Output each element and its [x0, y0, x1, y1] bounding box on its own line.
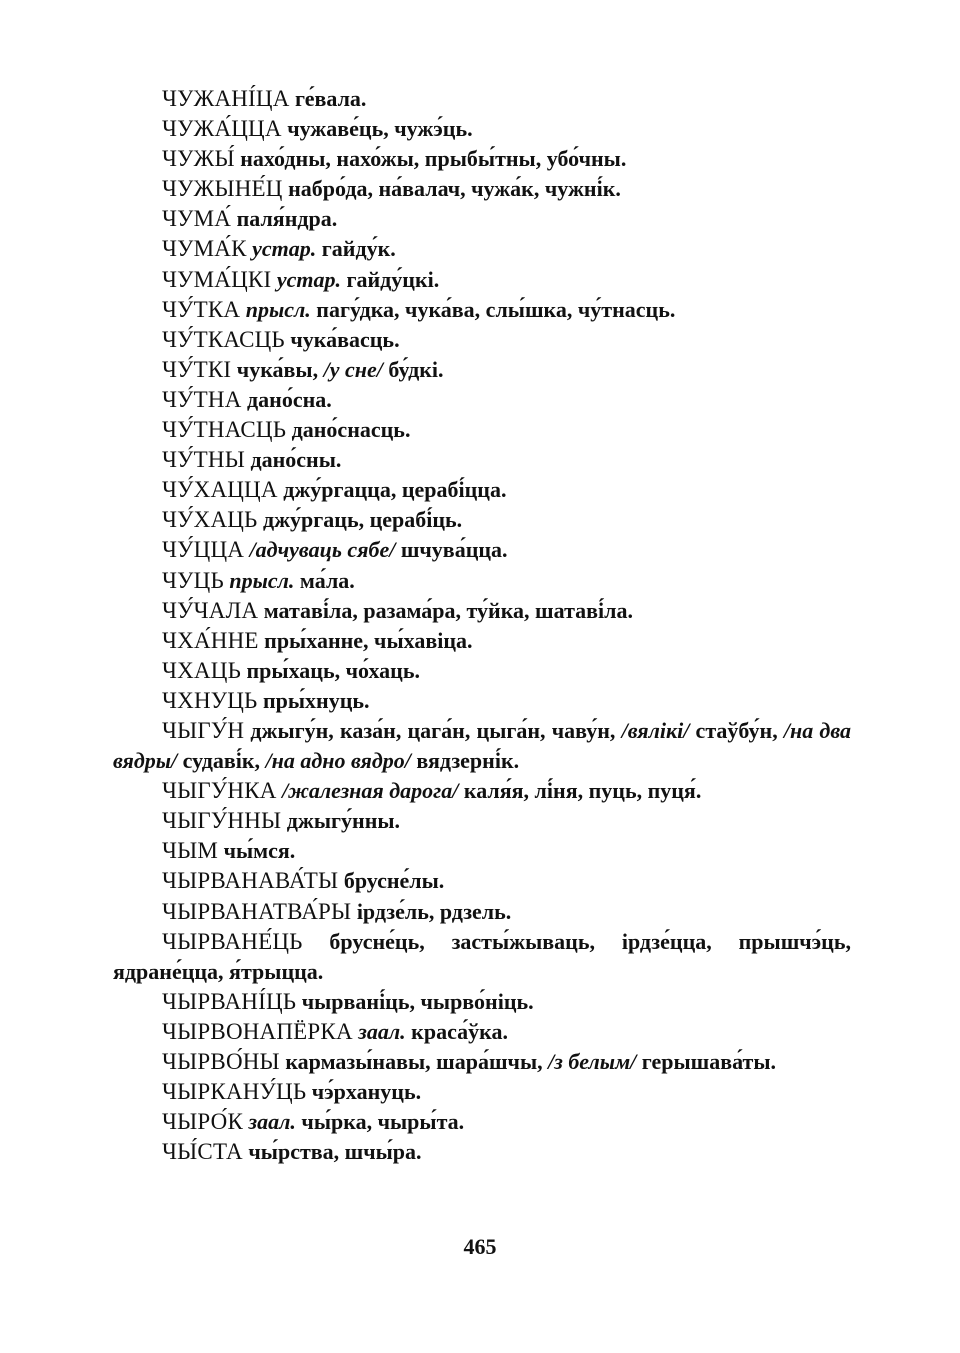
usage-note: /адчуваць сябе/: [249, 537, 396, 563]
synonyms-text: ірдзе́ль, рдзель.: [351, 898, 512, 924]
dictionary-entry: [113, 415, 851, 445]
synonyms-text: чы́мся.: [218, 838, 296, 864]
page-number: 465: [463, 1234, 497, 1259]
dictionary-entry: [113, 84, 851, 114]
synonyms-text: дано́сны.: [244, 447, 342, 473]
dictionary-entry: [113, 445, 851, 475]
synonyms-text: нахо́дны, нахо́жы, прыбы́тны, убо́чны.: [234, 146, 627, 172]
synonyms-text: джу́ргаць, церабі́ць.: [257, 507, 463, 533]
synonyms-text: герышава́ты.: [636, 1049, 777, 1074]
headword: ЧУЖЫНЕ́Ц: [162, 176, 283, 202]
headword: ЧУ́ЦЦА: [162, 537, 245, 563]
usage-note: /з белым/: [548, 1049, 637, 1074]
synonyms-text: брусне́ць, засты́жываць, ірдзе́цца, прышчэ́ць, ядране́цца, я́трыцца.: [113, 928, 851, 984]
synonyms-text: чы́рка, чыры́та.: [295, 1109, 465, 1135]
synonyms-text: каля́я, лі́ня, пуць, пуця́.: [458, 778, 702, 804]
dictionary-entry: [113, 505, 851, 535]
dictionary-entry: [113, 325, 851, 355]
usage-note: заал.: [358, 1018, 406, 1044]
headword: ЧЫГУ́НКА: [162, 778, 277, 804]
headword: ЧУ́ТНАСЦЬ: [162, 417, 287, 443]
synonyms-text: гайду́цкі.: [340, 266, 440, 292]
headword: ЧЫ́СТА: [162, 1139, 243, 1165]
usage-note: прысл.: [229, 567, 295, 593]
dictionary-entry: [113, 1077, 851, 1107]
dictionary-entry: [113, 897, 851, 927]
dictionary-entry: [113, 987, 851, 1017]
headword: ЧУМА́: [162, 206, 232, 232]
synonyms-text: набро́да, на́валач, чужа́к, чужні́к.: [282, 176, 621, 202]
dictionary-entry: [113, 866, 851, 896]
headword: ЧУ́ТКАСЦЬ: [162, 326, 285, 352]
dictionary-entry: [113, 656, 851, 686]
headword: ЧЫРВАНАТВА́РЫ: [162, 898, 352, 924]
headword: ЧУЦЬ: [162, 567, 224, 593]
headword: ЧЫМ: [162, 838, 219, 864]
synonyms-text: ге́вала.: [289, 86, 367, 111]
headword: ЧЫРКАНУ́ЦЬ: [162, 1079, 307, 1105]
dictionary-entry: [113, 144, 851, 174]
synonyms-text: кармазы́навы, шара́шчы,: [279, 1049, 549, 1074]
headword: ЧЫРВАНАВА́ТЫ: [162, 868, 339, 894]
headword: ЧУМА́ЦКІ: [162, 266, 272, 292]
dictionary-entry: [113, 385, 851, 415]
dictionary-entry: [113, 265, 851, 295]
synonyms-text: чука́вы,: [231, 356, 324, 382]
headword: ЧХНУЦЬ: [162, 687, 258, 713]
synonyms-text: паля́ндра.: [231, 206, 338, 232]
dictionary-entry: [113, 114, 851, 144]
dictionary-entry: [113, 626, 851, 656]
dictionary-entry: [113, 1107, 851, 1137]
synonyms-text: бу́дкі.: [382, 356, 444, 382]
synonyms-text: вядзерні́к.: [410, 748, 520, 774]
headword: ЧЫРВАНІ́ЦЬ: [162, 988, 297, 1014]
usage-note: устар.: [276, 266, 341, 292]
headword: ЧУ́ТНЫ: [162, 447, 245, 473]
dictionary-entry: [113, 535, 851, 565]
synonyms-text: чырвані́ць, чырво́ніць.: [296, 988, 534, 1014]
headword: ЧЫРВАНЕ́ЦЬ: [162, 928, 303, 954]
synonyms-text: дано́сна.: [241, 386, 332, 412]
usage-note: /у сне/: [323, 356, 383, 382]
dictionary-entry: [113, 1017, 851, 1047]
synonyms-text: пагу́дка, чука́ва, слы́шка, чу́тнасць.: [310, 296, 676, 322]
dictionary-entry: [113, 204, 851, 234]
dictionary-entry: [113, 1047, 851, 1077]
synonyms-text: брусне́лы.: [338, 868, 445, 894]
synonyms-text: чы́рства, шчы́ра.: [242, 1139, 422, 1165]
usage-note: прысл.: [245, 296, 311, 322]
dictionary-entry: [113, 355, 851, 385]
usage-note: заал.: [248, 1109, 296, 1135]
synonyms-text: дано́снасць.: [286, 417, 411, 443]
synonyms-text: чужаве́ць, чужэ́ць.: [281, 116, 473, 142]
dictionary-entry: [113, 686, 851, 716]
headword: ЧЫРВО́НЫ: [162, 1049, 280, 1074]
dictionary-entry: [113, 174, 851, 204]
dictionary-entry: [113, 1137, 851, 1167]
synonyms-text: ма́ла.: [294, 567, 355, 593]
headword: ЧУ́ТНА: [162, 386, 242, 412]
dictionary-entries: [113, 84, 851, 1167]
dictionary-entry: [113, 806, 851, 836]
headword: ЧУ́ЧАЛА: [162, 597, 259, 623]
dictionary-entry: [113, 836, 851, 866]
usage-note: /на два вядры/: [113, 717, 851, 774]
headword: ЧЫГУ́Н: [162, 717, 245, 743]
usage-note: /жалезная дарога/: [282, 778, 459, 804]
dictionary-entry: [113, 475, 851, 505]
dictionary-entry: [113, 596, 851, 626]
headword: ЧУЖА́ЦЦА: [162, 116, 282, 142]
headword: ЧЫРВОНАПЁРКА: [162, 1018, 353, 1044]
dictionary-entry: [113, 295, 851, 325]
synonyms-text: пры́хаць, чо́хаць.: [240, 657, 420, 683]
headword: ЧХА́ННЕ: [162, 627, 259, 653]
headword: ЧЫГУ́ННЫ: [162, 808, 282, 834]
dictionary-entry: [113, 566, 851, 596]
dictionary-entry: [113, 234, 851, 264]
synonyms-text: джыгу́н, каза́н, цага́н, цыга́н, чаву́н,: [244, 717, 622, 743]
synonyms-text: шчува́цца.: [395, 537, 508, 563]
synonyms-text: чэ́рхануць.: [306, 1079, 422, 1105]
synonyms-text: пры́хнуць.: [257, 687, 370, 713]
headword: ЧЫРО́К: [162, 1109, 244, 1135]
synonyms-text: чука́васць.: [284, 326, 400, 352]
synonyms-text: матаві́ла, разама́ра, ту́йка, шатаві́ла.: [258, 597, 633, 623]
synonyms-text: краса́ўка.: [405, 1018, 508, 1044]
usage-note: /на адно вядро/: [265, 748, 411, 774]
headword: ЧХАЦЬ: [162, 657, 241, 683]
synonyms-text: гайду́к.: [316, 236, 396, 262]
headword: ЧУ́ХАЦЬ: [162, 507, 258, 533]
dictionary-entry: [113, 927, 851, 987]
synonyms-text: джу́ргацца, церабі́цца.: [277, 477, 507, 503]
headword: ЧУ́ХАЦЦА: [162, 477, 278, 503]
synonyms-text: судаві́к,: [177, 748, 266, 774]
headword: ЧУЖАНІ́ЦА: [162, 86, 290, 111]
synonyms-text: джыгу́нны.: [281, 808, 401, 834]
dictionary-entry: [113, 716, 851, 776]
headword: ЧУ́ТКА: [162, 296, 241, 322]
headword: ЧУМА́К: [162, 236, 247, 262]
headword: ЧУ́ТКІ: [162, 356, 232, 382]
headword: ЧУЖЫ́: [162, 146, 235, 172]
usage-note: /вялікі/: [621, 717, 690, 743]
usage-note: устар.: [252, 236, 317, 262]
synonyms-text: пры́ханне, чы́хавіца.: [258, 627, 473, 653]
synonyms-text: стаўбу́н,: [689, 717, 784, 743]
dictionary-entry: [113, 776, 851, 806]
